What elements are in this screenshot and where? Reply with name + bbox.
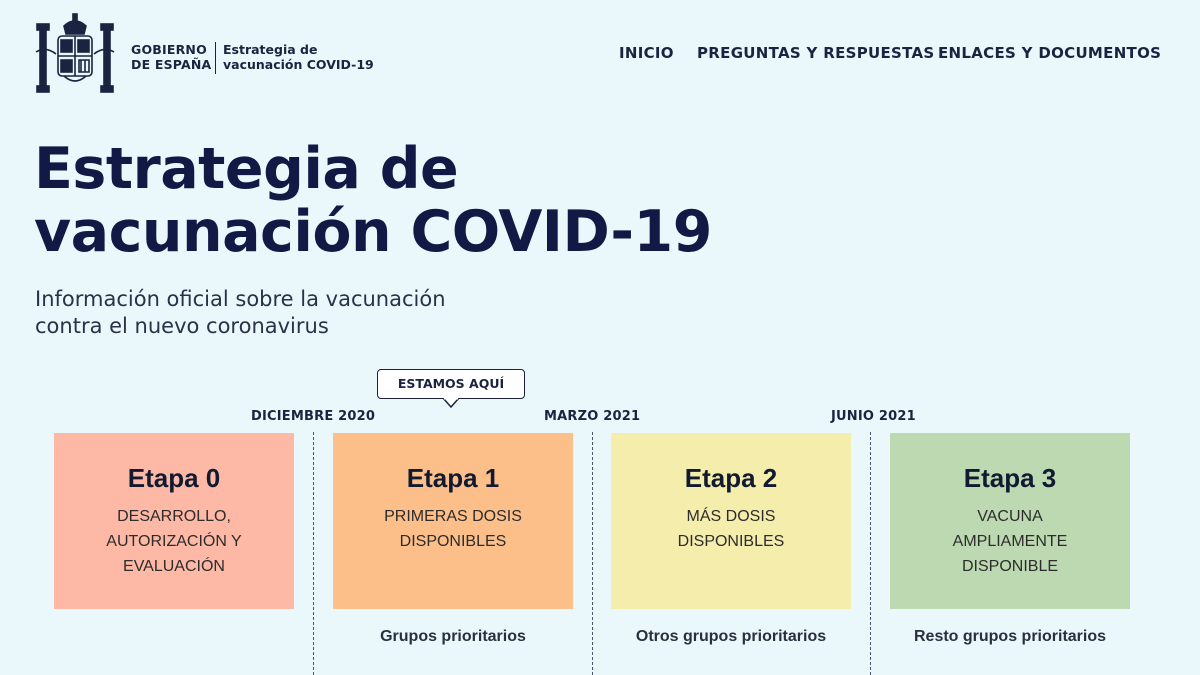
page-subtitle <box>35 286 446 340</box>
stage-card-0[interactable] <box>54 433 294 609</box>
badge-pointer-icon <box>443 398 459 408</box>
spain-coat-of-arms-icon[interactable] <box>34 12 116 98</box>
stage-description-line: AMPLIAMENTE <box>952 533 1068 550</box>
gov-line-2: DE ESPAÑA <box>131 57 212 72</box>
stage-title: Etapa 0 <box>127 463 221 493</box>
stage-card-3[interactable] <box>890 433 1130 609</box>
stage-card-1[interactable] <box>333 433 573 609</box>
stage-group-label: Resto grupos prioritarios <box>913 628 1107 645</box>
stage-description-line: MÁS DOSIS <box>686 508 776 525</box>
timeline-divider <box>313 432 314 675</box>
page-subtitle-line-2: contra el nuevo coronavirus <box>35 314 329 338</box>
stage-group-label: Grupos prioritarios <box>380 628 526 645</box>
timeline-date-mar-2021: MARZO 2021 <box>544 409 641 424</box>
timeline-date-dec-2020: DICIEMBRE 2020 <box>251 409 376 424</box>
stage-description-line: DISPONIBLES <box>677 533 785 550</box>
timeline-date-jun-2021: JUNIO 2021 <box>831 409 916 424</box>
stage-title: Etapa 1 <box>406 463 500 493</box>
page-title <box>34 138 712 264</box>
stage-title: Etapa 2 <box>684 463 778 493</box>
stage-title: Etapa 3 <box>963 463 1057 493</box>
nav-preguntas-y-respuestas[interactable]: PREGUNTAS Y RESPUESTAS <box>697 44 935 62</box>
stage-description-line: DESARROLLO, <box>117 508 231 525</box>
brand-divider <box>215 42 216 74</box>
site-name-line-1: Estrategia de <box>223 42 318 57</box>
gov-line-1: GOBIERNO <box>131 42 207 57</box>
stage-description <box>54 504 294 579</box>
stage-description <box>333 504 573 554</box>
nav-inicio[interactable]: INICIO <box>619 44 674 62</box>
stage-description-line: AUTORIZACIÓN Y <box>106 533 242 550</box>
stage-group-label: Otros grupos prioritarios <box>635 628 827 645</box>
page-title-line-2: vacunación COVID-19 <box>34 199 712 265</box>
site-name[interactable] <box>223 42 374 72</box>
stage-description-line: DISPONIBLE <box>961 558 1059 575</box>
stage-description-line: PRIMERAS DOSIS <box>384 508 522 525</box>
page-title-line-1: Estrategia de <box>34 136 459 202</box>
stage-description-line: DISPONIBLES <box>399 533 507 550</box>
site-header <box>0 0 1200 110</box>
timeline-divider <box>870 432 871 675</box>
stage-description <box>890 504 1130 579</box>
stage-description <box>611 504 851 554</box>
page-subtitle-line-1: Información oficial sobre la vacunación <box>35 287 446 311</box>
timeline-divider <box>592 432 593 675</box>
current-stage-badge: ESTAMOS AQUÍ <box>377 369 525 399</box>
nav-enlaces-y-documentos[interactable]: ENLACES Y DOCUMENTOS <box>938 44 1162 62</box>
stage-description-line: EVALUACIÓN <box>123 558 225 575</box>
stage-card-2[interactable] <box>611 433 851 609</box>
stage-description-line: VACUNA <box>977 508 1043 525</box>
site-name-line-2: vacunación COVID-19 <box>223 57 374 72</box>
government-label <box>131 42 211 72</box>
